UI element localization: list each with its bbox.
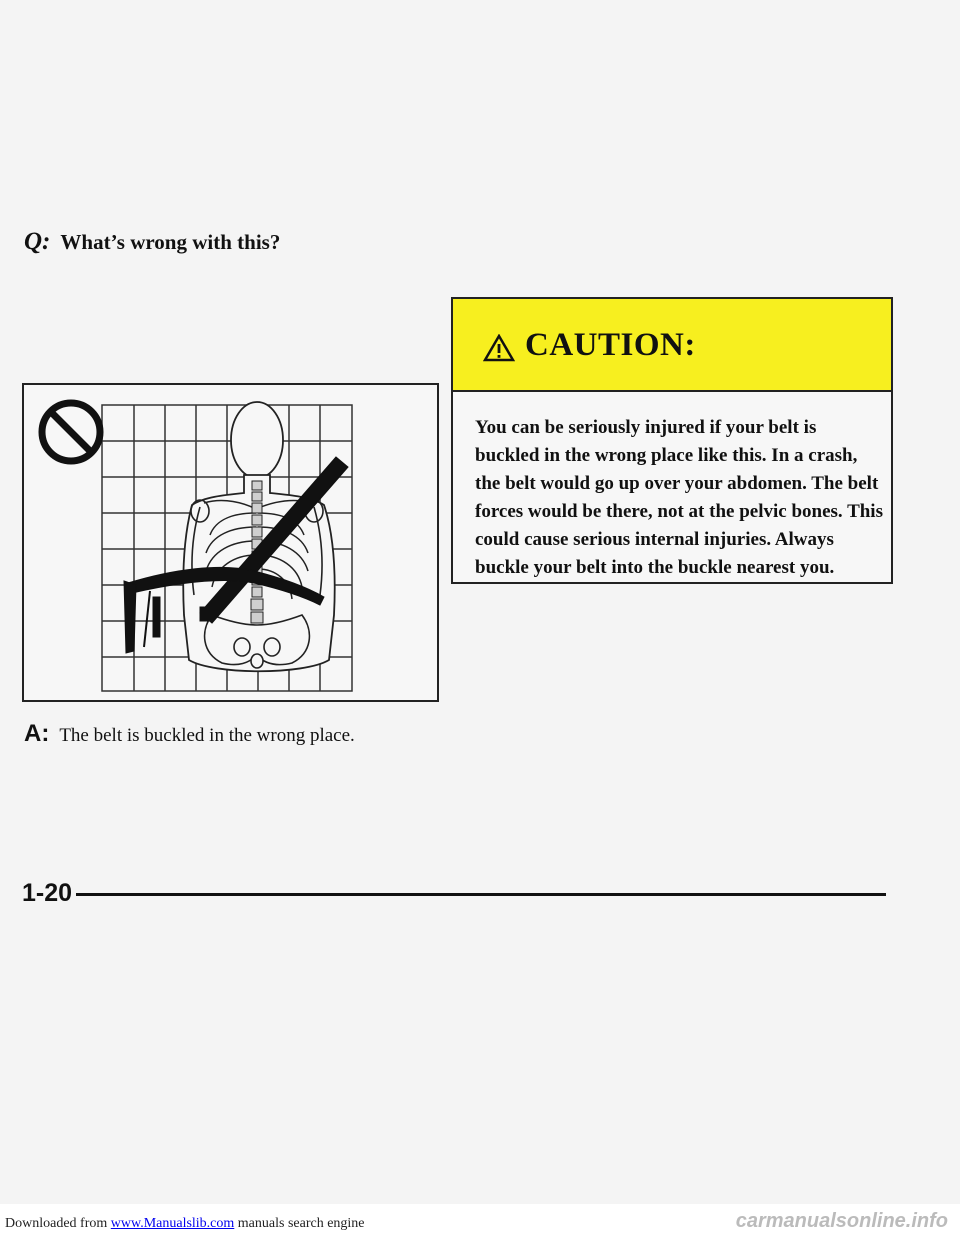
caution-title: CAUTION: xyxy=(525,327,696,363)
answer-marker: A: xyxy=(24,720,50,747)
page-number: 1-20 xyxy=(22,879,73,907)
question-text: What’s wrong with this? xyxy=(60,230,281,254)
question-marker: Q: xyxy=(24,228,51,255)
page-rule xyxy=(76,893,886,896)
answer xyxy=(24,720,355,748)
footer xyxy=(0,1204,960,1242)
footer-text xyxy=(5,1216,365,1232)
footer-watermark: carmanualsonline.info xyxy=(735,1210,948,1232)
manualslib-link[interactable]: www.Manualslib.com xyxy=(110,1216,235,1231)
footer-prefix: Downloaded from xyxy=(5,1216,111,1231)
prohibited-icon xyxy=(36,397,106,467)
caution-box xyxy=(451,297,893,584)
question xyxy=(24,228,280,256)
warning-triangle-icon xyxy=(483,334,515,362)
caution-header xyxy=(453,299,891,392)
caution-text: You can be seriously injured if your belt is buckled in the wrong place like this. In a crash, the belt would go up over your abdomen. The belt forces would be there, not at the pelvic bones. This could cause serious internal injuries. Always buckle your belt into the buckle nearest you. xyxy=(475,417,883,578)
footer-suffix: manuals search engine xyxy=(234,1216,365,1231)
answer-text: The belt is buckled in the wrong place. xyxy=(59,725,355,746)
seatbelt-figure xyxy=(22,383,439,702)
